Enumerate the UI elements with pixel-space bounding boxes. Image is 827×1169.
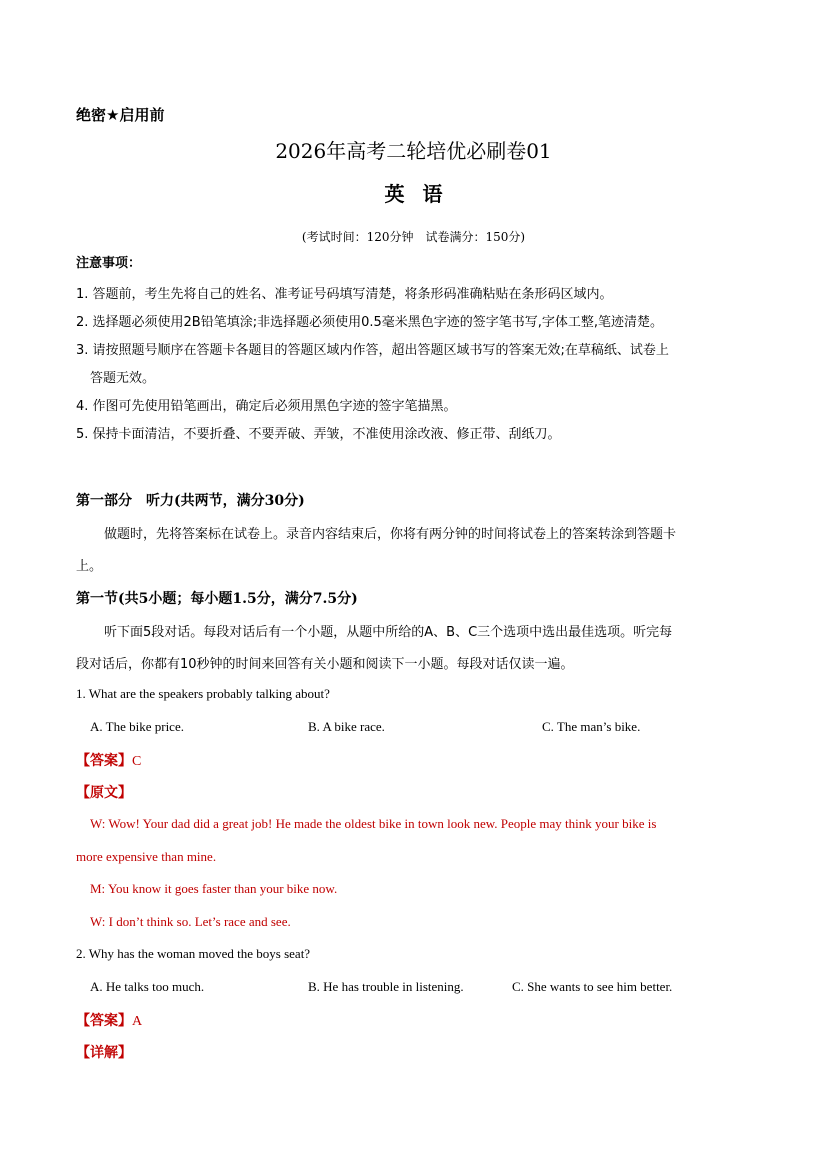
part-intro: 做题时，先将答案标在试卷上。录音内容结束后，你将有两分钟的时间将试卷上的答案转涂到答题卡	[104, 527, 677, 542]
subject-title: 英语	[384, 182, 461, 206]
notice-title: 注意事项：	[76, 256, 142, 271]
option-a: A. He talks too much.	[90, 979, 205, 994]
transcript-line: more expensive than mine.	[76, 849, 217, 864]
exam-info: (考试时间：120分钟 试卷满分：150分)	[301, 230, 526, 244]
part-intro-cont: 上。	[76, 559, 103, 574]
notice-item: 3. 请按照题号顺序在答题卡各题目的答题区域内作答，超出答题区域书写的答案无效;在草稿纸、试卷上	[76, 343, 669, 358]
answer-line	[76, 750, 141, 770]
notice-item: 2. 选择题必须使用2B铅笔填涂;非选择题必须使用0.5毫米黑色字迹的签字笔书写,字体工整,笔迹清楚。	[76, 315, 664, 330]
answer-value: C	[132, 754, 142, 769]
section-instructions-cont: 段对话后，你都有10秒钟的时间来回答有关小题和阅读下一小题。每段对话仅读一遍。	[76, 657, 574, 672]
notice-item: 1. 答题前，考生先将自己的姓名、准考证号码填写清楚，将条形码准确粘贴在条形码区域内。	[76, 287, 613, 302]
transcript-line: W: I don’t think so. Let’s race and see.	[90, 914, 291, 929]
exam-title: 2026年高考二轮培优必刷卷01	[275, 139, 552, 163]
transcript-line: W: Wow! Your dad did a great job! He made the oldest bike in town look new. People may think your bike is	[90, 816, 657, 831]
notice-item: 5. 保持卡面清洁，不要折叠、不要弄破、弄皱，不准使用涂改液、修正带、刮纸刀。	[76, 427, 561, 442]
question-stem: 1. What are the speakers probably talking about?	[76, 686, 330, 701]
transcript-label: 【原文】	[76, 785, 132, 801]
question-stem: 2. Why has the woman moved the boys seat?	[76, 946, 311, 961]
transcript-line: M: You know it goes faster than your bike now.	[90, 881, 338, 896]
option-c: C. She wants to see him better.	[512, 979, 673, 994]
option-a: A. The bike price.	[90, 719, 184, 734]
option-b: B. He has trouble in listening.	[308, 979, 464, 994]
explanation-label: 【详解】	[76, 1045, 132, 1061]
part-title: 第一部分 听力(共两节，满分30分)	[76, 493, 305, 509]
answer-value: A	[132, 1014, 143, 1029]
answer-line	[76, 1010, 142, 1030]
section-instructions: 听下面5段对话。每段对话后有一个小题，从题中所给的A、B、C三个选项中选出最佳选项。听完每	[104, 625, 673, 640]
notice-item: 4. 作图可先使用铅笔画出，确定后必须用黑色字迹的签字笔描黑。	[76, 399, 457, 414]
notice-item-continued: 答题无效。	[90, 371, 156, 386]
answer-label: 【答案】	[76, 753, 132, 769]
confidential-label: 绝密★启用前	[76, 106, 165, 124]
answer-label: 【答案】	[76, 1013, 132, 1029]
section-title: 第一节(共5小题；每小题1.5分，满分7.5分)	[76, 591, 358, 607]
option-b: B. A bike race.	[308, 719, 385, 734]
option-c: C. The man’s bike.	[542, 719, 641, 734]
